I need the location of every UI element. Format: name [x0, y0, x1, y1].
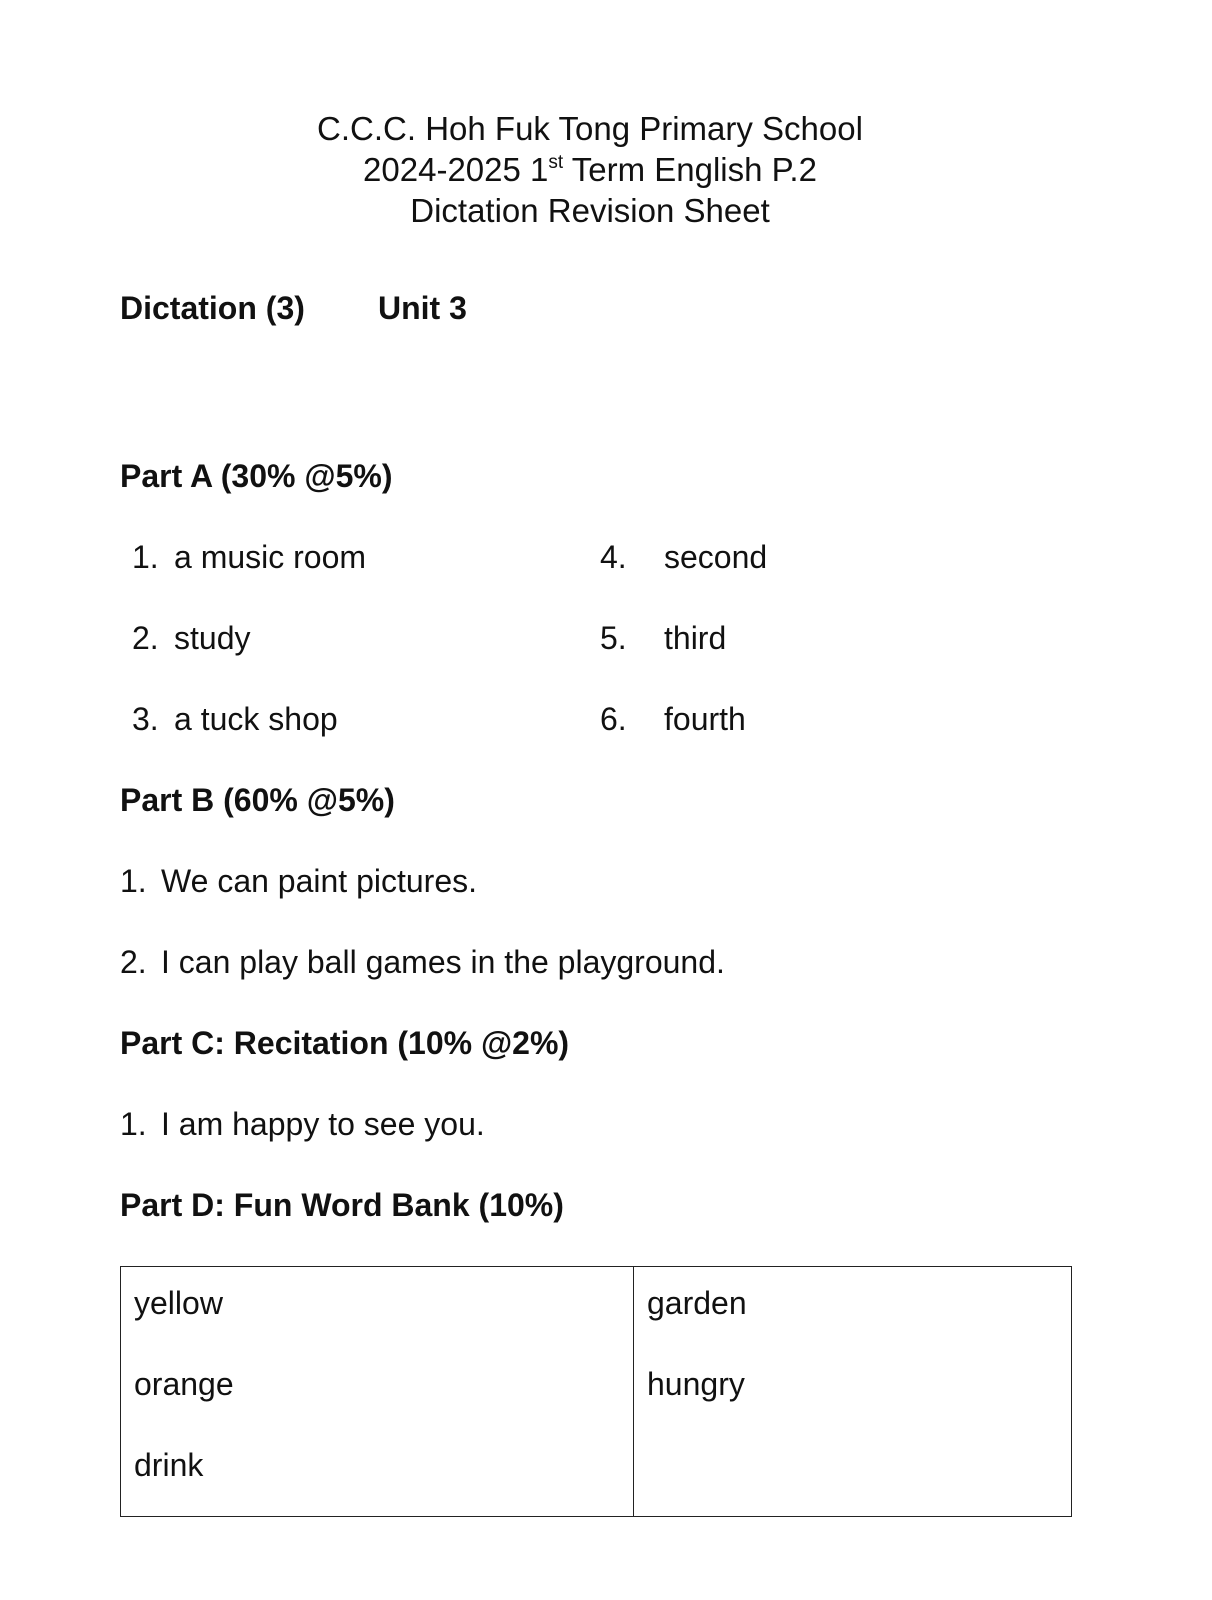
word-bank-word: drink: [134, 1447, 204, 1483]
item-text: a tuck shop: [174, 701, 338, 737]
part-c-item-1: [120, 1106, 485, 1143]
item-number: 2.: [120, 944, 147, 980]
item-number: 6.: [600, 701, 627, 737]
part-a-item-6: [600, 701, 746, 738]
part-b-item-2: [120, 944, 725, 981]
part-c-heading: Part C: Recitation (10% @2%): [120, 1025, 570, 1061]
term-line: [0, 149, 1180, 190]
item-text: I can play ball games in the playground.: [161, 944, 725, 980]
word-bank-table: [120, 1266, 1072, 1517]
part-a-item-1: [132, 539, 366, 576]
unit-label: Unit 3: [378, 290, 467, 326]
part-b-item-1: [120, 863, 477, 900]
term-superscript: st: [548, 152, 564, 173]
item-text: a music room: [174, 539, 367, 575]
part-a-item-5: [600, 620, 726, 657]
item-text: study: [174, 620, 251, 656]
part-d-heading: Part D: Fun Word Bank (10%): [120, 1187, 564, 1223]
item-number: 1.: [132, 539, 159, 575]
word-bank-right-column: [634, 1267, 1071, 1516]
item-text: fourth: [664, 701, 746, 737]
part-a-item-4: [600, 539, 767, 576]
term-suffix: Term English P.2: [563, 151, 817, 188]
item-number: 1.: [120, 1106, 147, 1142]
item-text: I am happy to see you.: [161, 1106, 485, 1142]
item-number: 5.: [600, 620, 627, 656]
word-bank-word: yellow: [134, 1285, 223, 1321]
word-bank-word: garden: [647, 1285, 747, 1321]
word-bank-word: orange: [134, 1366, 234, 1402]
sheet-header: [0, 108, 1180, 231]
sheet-title: Dictation Revision Sheet: [410, 192, 770, 229]
item-text: We can paint pictures.: [161, 863, 478, 899]
word-bank-left-column: [121, 1267, 634, 1516]
item-text: third: [664, 620, 727, 656]
part-b-heading: Part B (60% @5%): [120, 782, 395, 818]
part-a-item-2: [132, 620, 250, 657]
item-number: 3.: [132, 701, 159, 737]
word-bank-word: hungry: [647, 1366, 745, 1402]
item-number: 4.: [600, 539, 627, 575]
item-number: 2.: [132, 620, 159, 656]
part-a-item-3: [132, 701, 338, 738]
term-prefix: 2024-2025 1: [363, 151, 549, 188]
school-name: C.C.C. Hoh Fuk Tong Primary School: [317, 110, 863, 147]
item-text: second: [664, 539, 768, 575]
item-number: 1.: [120, 863, 147, 899]
part-a-heading: Part A (30% @5%): [120, 458, 393, 494]
dictation-label: Dictation (3): [120, 290, 305, 326]
